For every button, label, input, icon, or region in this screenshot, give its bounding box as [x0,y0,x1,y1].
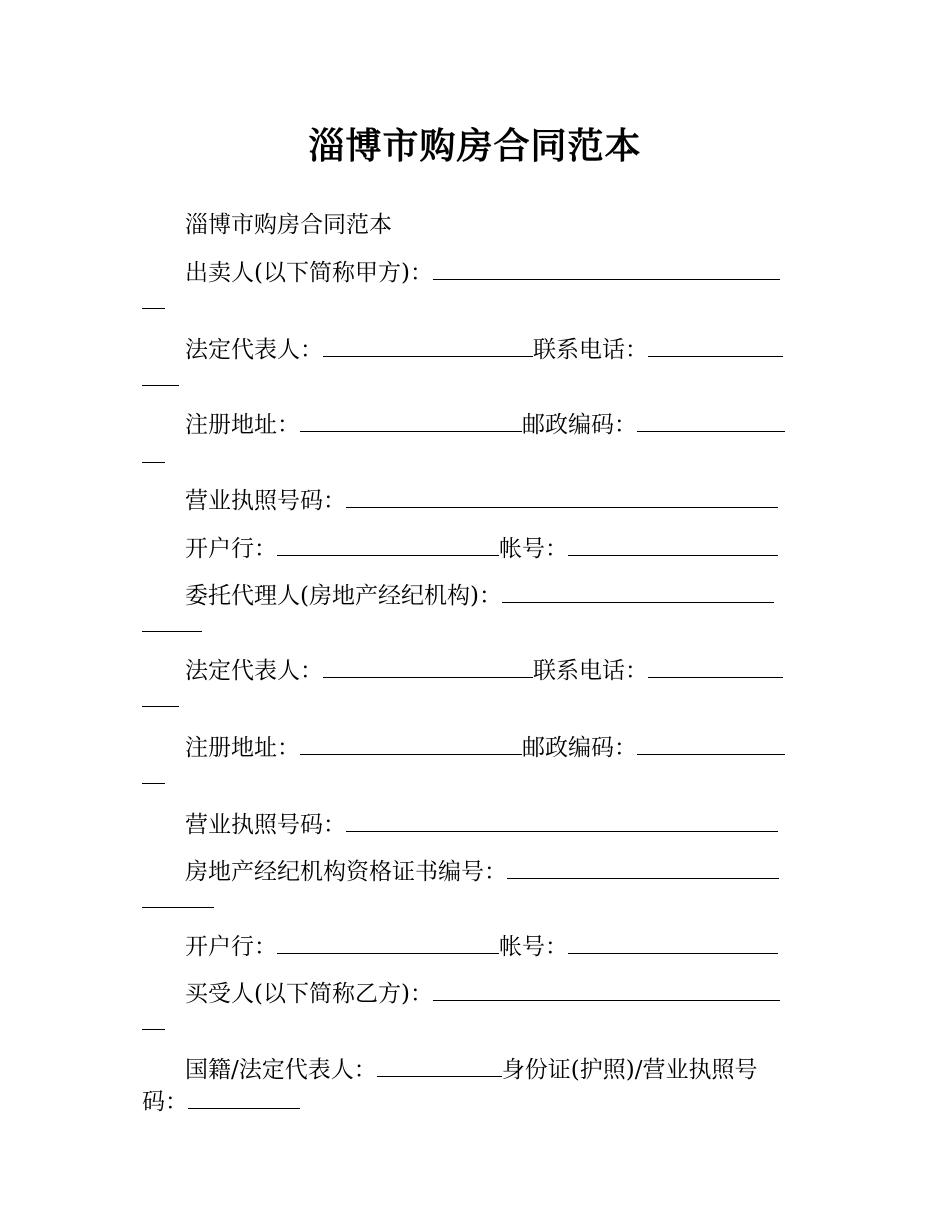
legal-rep-blank[interactable] [323,338,533,357]
nationality-blank[interactable] [377,1058,502,1077]
bank-label: 开户行： [185,934,277,960]
postcode-label: 邮政编码： [522,735,637,761]
agent-blank-cont [142,631,202,632]
reg-address-label: 注册地址： [185,412,300,438]
phone-blank-cont [142,385,179,386]
buyer-nationality-line [185,1051,757,1084]
buyer-blank[interactable] [433,982,780,1001]
agent-rep-line [185,652,783,685]
license-blank[interactable] [346,813,778,832]
agent-blank[interactable] [502,584,774,603]
legal-rep-label: 法定代表人： [185,658,323,684]
account-label: 帐号： [499,934,568,960]
postcode-blank-cont [142,783,165,784]
account-blank[interactable] [568,537,778,556]
id-label-cont: 码： [142,1089,188,1115]
nationality-label: 国籍/法定代表人： [185,1057,377,1083]
document-title: 淄博市购房合同范本 [308,126,642,167]
subtitle-line: 淄博市购房合同范本 [185,212,392,238]
seller-blank[interactable] [433,261,780,280]
license-blank[interactable] [346,489,778,508]
seller-blank-cont [142,308,165,309]
account-blank[interactable] [568,935,778,954]
buyer-label: 买受人(以下简称乙方)： [185,981,433,1007]
reg-address-blank[interactable] [300,736,522,755]
bank-blank[interactable] [277,537,499,556]
agent-license-line [185,806,778,839]
agent-bank-line [185,928,778,961]
seller-line [185,254,780,287]
reg-address-blank[interactable] [300,413,522,432]
phone-label: 联系电话： [533,337,648,363]
buyer-id-line [142,1083,300,1116]
agent-cert-blank[interactable] [507,860,779,879]
bank-blank[interactable] [277,935,499,954]
id-blank[interactable] [188,1090,300,1109]
agent-label: 委托代理人(房地产经纪机构)： [185,583,502,609]
seller-license-line [185,482,778,515]
phone-blank[interactable] [648,659,783,678]
agent-cert-label: 房地产经纪机构资格证书编号： [185,859,507,885]
legal-rep-label: 法定代表人： [185,337,323,363]
id-label: 身份证(护照)/营业执照号 [501,1057,758,1083]
agent-address-line [185,729,785,762]
agent-cert-line [185,853,779,886]
phone-blank[interactable] [648,338,783,357]
seller-bank-line [185,530,778,563]
seller-address-line [185,406,785,439]
license-label: 营业执照号码： [185,812,346,838]
postcode-blank-cont [142,462,165,463]
account-label: 帐号： [499,536,568,562]
agent-cert-blank-cont [142,907,214,908]
legal-rep-blank[interactable] [323,659,533,678]
reg-address-label: 注册地址： [185,735,300,761]
seller-rep-line [185,331,783,364]
phone-label: 联系电话： [533,658,648,684]
phone-blank-cont [142,706,179,707]
bank-label: 开户行： [185,536,277,562]
postcode-blank[interactable] [637,413,785,432]
seller-label: 出卖人(以下简称甲方)： [185,260,433,286]
buyer-blank-cont [142,1029,165,1030]
buyer-line [185,975,780,1008]
license-label: 营业执照号码： [185,488,346,514]
agent-line [185,577,774,610]
postcode-blank[interactable] [637,736,785,755]
postcode-label: 邮政编码： [522,412,637,438]
